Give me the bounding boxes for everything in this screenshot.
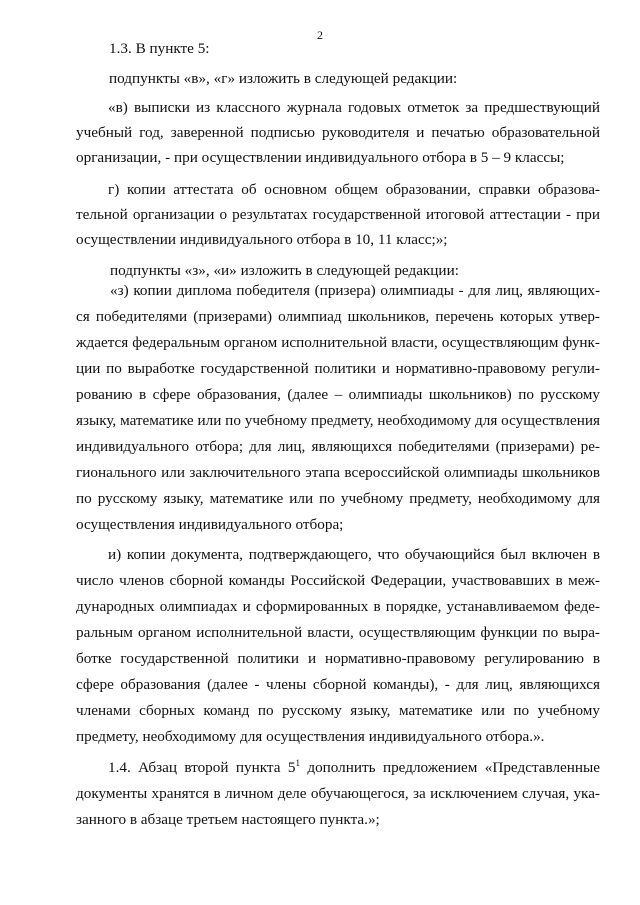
paragraph-line: ральным органом исполнительной власти, осуществляющим функции по выра- <box>76 624 600 641</box>
paragraph-line: по русскому языку, математике или по учебному предмету, необходимому для <box>76 490 600 507</box>
intro-line: подпункты «з», «и» изложить в следующей редакции: <box>110 262 459 279</box>
paragraph-line: организации, - при осуществлении индивидуального отбора в 5 – 9 классы; <box>76 149 565 166</box>
paragraph-line: индивидуального отбора; для лиц, являющихся победителями (призерами) ре- <box>76 438 600 455</box>
paragraph-line: сфере образования (далее - члены сборной команды), - для лиц, являющихся <box>76 676 600 693</box>
paragraph-line: предмету, необходимому для осуществления индивидуального отбора.». <box>76 728 545 745</box>
superscript: 1 <box>295 758 300 768</box>
paragraph-line: и) копии документа, подтверждающего, что обучающийся был включен в <box>108 546 600 563</box>
paragraph-line: «в) выписки из классного журнала годовых отметок за предшествующий <box>108 99 600 116</box>
paragraph-line: г) копии аттестата об основном общем образовании, справки образова- <box>108 181 600 198</box>
paragraph-line: учебный год, заверенной подписью руководителя и печатью образовательной <box>76 124 600 141</box>
paragraph-line: ции по выработке государственной политики и нормативно-правовому регули- <box>76 360 600 377</box>
paragraph-line: занного в абзаце третьем настоящего пункта.»; <box>76 811 380 828</box>
paragraph-line: гионального или заключительного этапа всероссийской олимпиады школьников <box>76 464 600 481</box>
intro-line: подпункты «в», «г» изложить в следующей редакции: <box>109 70 458 87</box>
paragraph-line <box>108 758 600 778</box>
paragraph-line: ждается федеральным органом исполнительной власти, осуществляющим функ- <box>76 334 600 351</box>
item-1-4-rest: дополнить предложением «Представленные <box>299 759 600 776</box>
paragraph-line: «з) копии диплома победителя (призера) олимпиады - для лиц, являющих- <box>110 282 600 299</box>
paragraph-line: языку, математике или по учебному предмету, необходимому для осуществления <box>76 412 600 429</box>
item-1-4-lead: 1.4. Абзац второй пункта 5 <box>108 759 296 776</box>
paragraph-line: рованию в сфере образования, (далее – олимпиады школьников) по русскому <box>76 386 600 403</box>
paragraph-line: осуществления индивидуального отбора; <box>76 516 344 533</box>
paragraph-line: дународных олимпиадах и сформированных в порядке, устанавливаемом феде- <box>76 598 600 615</box>
paragraph-line: осуществлении индивидуального отбора в 10, 11 класс;»; <box>76 231 448 248</box>
paragraph-line: документы хранятся в личном деле обучающегося, за исключением случая, ука- <box>76 785 600 802</box>
item-heading: 1.3. В пункте 5: <box>109 40 210 57</box>
page-number: 2 <box>317 28 323 42</box>
paragraph-line: тельной организации о результатах государственной итоговой аттестации - при <box>76 206 600 223</box>
paragraph-line: ботке государственной политики и нормативно-правовому регулированию в <box>76 650 600 667</box>
paragraph-line: членами сборных команд по русскому языку, математике или по учебному <box>76 702 600 719</box>
paragraph-line: ся победителями (призерами) олимпиад школьников, перечень которых утвер- <box>76 308 600 325</box>
paragraph-line: число членов сборной команды Российской Федерации, участвовавших в меж- <box>76 572 600 589</box>
